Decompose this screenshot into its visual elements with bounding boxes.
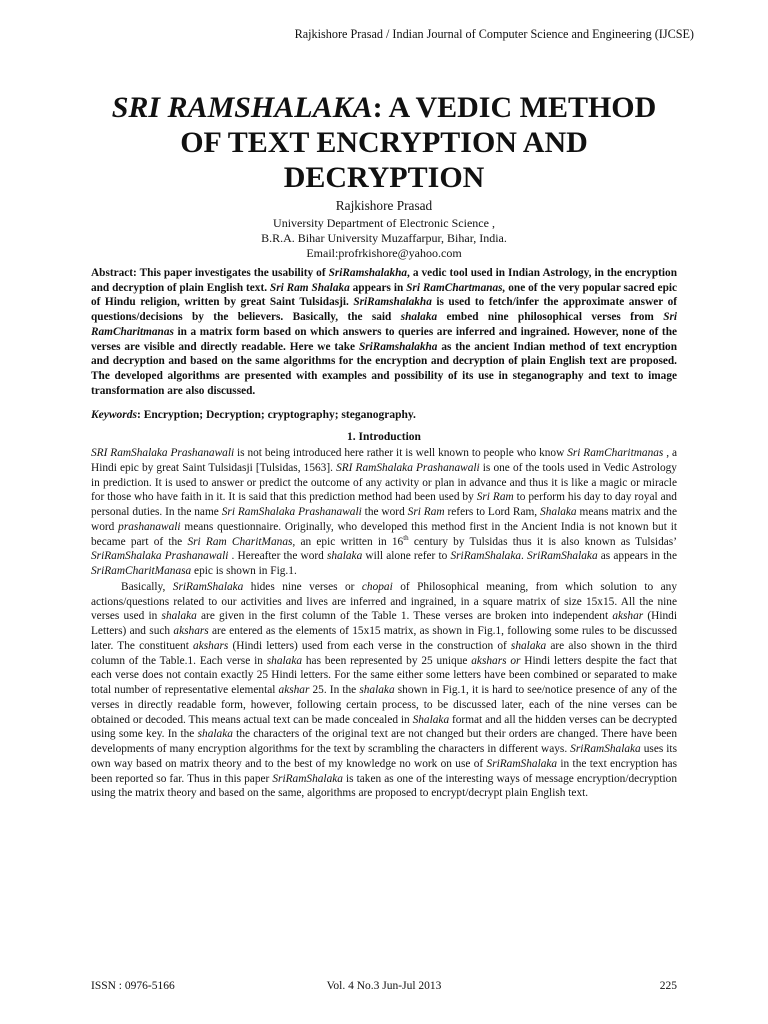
intro-paragraph-2: Basically, SriRamShalaka hides nine verses or chopai of Philosophical meaning, from which solution to any actions/questions related to our activities and lives are inferred and ingrained, in a square matrix of size 15x15. All the nine verses used in shalaka are given in the first column of the Table 1. These verses are broken into independent akshar (Hindi Letters) and such akshars are entered as the elements of 15x15 matrix, as shown in Fig.1, following some rules to be discussed later. The constituent akshars (Hindi letters) used from each verse in the construction of shalaka are also shown in the third column of the Table.1. Each verse in shalaka has been represented by 25 unique akshars or Hindi letters despite the fact that each verse does not contain exactly 25 Hindi letters. For the same either some letters have been combined or separated to make total number of representative elemental akshar 25. In the shalaka shown in Fig.1, it is hard to see/notice presence of any of the verses in directly readable form, however, following certain process, to be discussed later, each of the nine verses can be obtained or decoded. This means actual text can be made concealed in Shalaka format and all the hidden verses can be decrypted using some key. In the shalaka the characters of the original text are not changed but their orders are changed. There have been developments of many encryption algorithms for the text by scrambling the characters in different ways. SriRamShalaka uses its own way based on matrix theory and to the best of my knowledge no work on use of SriRamShalaka in the text encryption has been reported so far. Thus in this paper SriRamShalaka is taken as one of the interesting ways of message encryption/decryption using the matrix theory and based on the same, algorithms are proposed to encrypt/decrypt plain English text. [91,580,678,800]
keywords-list: : Encryption; Decryption; cryptography; steganography. [137,409,416,421]
introduction-body [91,446,677,801]
abstract: Abstract: This paper investigates the usability of SriRamshalakha, a vedic tool used in Indian Astrology, in the encryption and decryption of plain English text. Sri Ram Shalaka appears in Sri RamChartmanas, one of the very popular sacred epic of Hindu religion, written by great Saint Tulsidasji. SriRamshalakha is used to fetch/infer the approximate answer of questions/decisions by the believers. Basically, the said shalaka embed nine philosophical verses from Sri RamCharitmanas in a matrix form based on which answers to queries are inferred and ingrained. However, none of the verses are visible and directly readable. Here we take SriRamshalakha as the ancient Indian method of text encryption and decryption and based on the same algorithms for the encryption and decryption of plain English text are proposed. The developed algorithms are presented with examples and possibility of its use in steganography and text to image transformation are also discussed. [91,267,678,397]
title-line3: DECRYPTION [283,161,485,194]
footer-issn: ISSN : 0976-5166 [91,980,175,992]
author-name: Rajkishore Prasad [335,198,433,213]
footer-page-number: 225 [659,980,677,992]
author-email: Email:profrkishore@yahoo.com [306,246,462,260]
intro-paragraph-1: SRI RamShalaka Prashanawali is not being introduced here rather it is well known to people who know Sri RamCharitmanas , a Hindi epic by great Saint Tulsidasji [Tulsidas, 1563]. SRI RamShalaka Prashanawali is one of the tools used in Vedic Astrology in prediction. It is used to answer or predict the outcome of any activity or plan in advance and thus it is like a magic or miracle for those who have faith in it. It is said that this prediction method had been used by Sri Ram to perform his day to day royal and personal duties. In the name Sri RamShalaka Prashanawali the word Sri Ram refers to Lord Ram, Shalaka means matrix and the word prashanawali means questionnaire. Originally, who developed this method first in the Ancient India is not known but it became part of the Sri Ram CharitManas, an epic written in 16th century by Tulsidas thus it is also known as Tulsidas’ SriRamShalaka Prashanawali . Hereafter the word shalaka will alone refer to SriRamShalaka. SriRamShalaka as appears in the SriRamCharitManasa epic is shown in Fig.1. [91,447,678,577]
section-heading-introduction: 1. Introduction [347,431,421,443]
page-footer [91,980,677,996]
keywords [91,408,677,423]
running-header: Rajkishore Prasad / Indian Journal of Computer Science and Engineering (IJCSE) [294,27,694,41]
footer-volume: Vol. 4 No.3 Jun-Jul 2013 [326,980,442,992]
affiliation-university: B.R.A. Bihar University Muzaffarpur, Bihar, India. [261,231,507,245]
title-line2: OF TEXT ENCRYPTION AND [180,126,588,159]
title-italic-part: SRI RAMSHALAKA [111,91,373,124]
affiliation-department: University Department of Electronic Science , [273,216,495,230]
title-line1-rest: : A VEDIC METHOD [372,91,657,124]
paper-title [80,90,688,195]
author-block [80,197,688,261]
keywords-label: Keywords [91,409,137,421]
